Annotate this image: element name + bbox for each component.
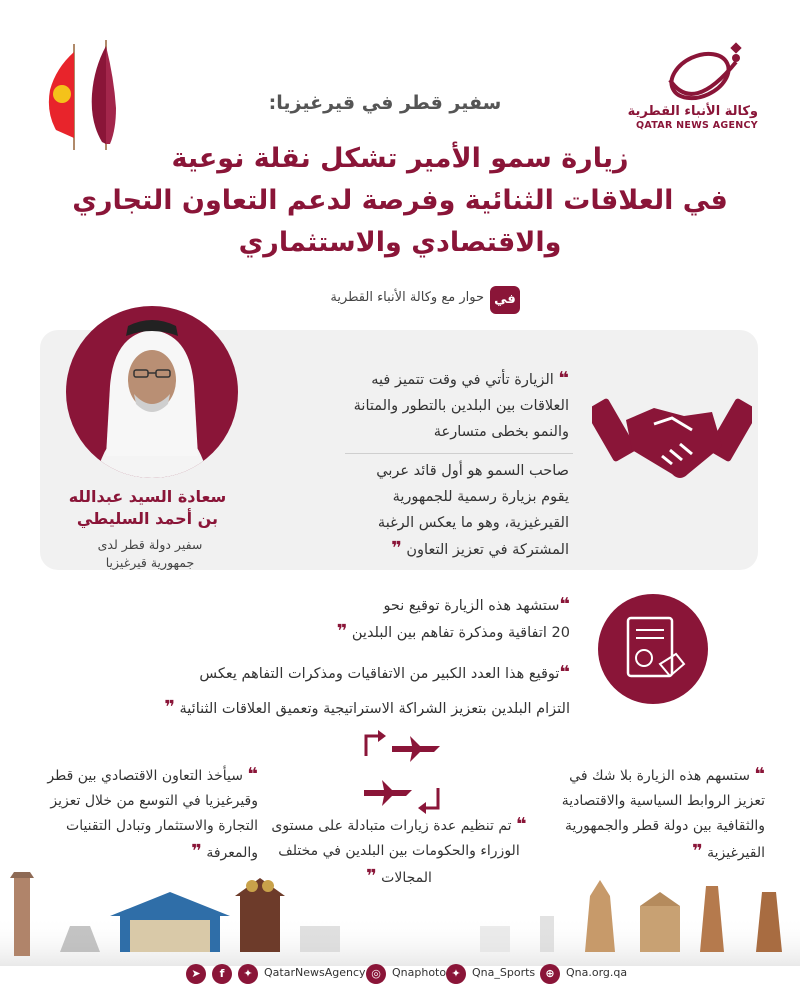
quote-text: الزيارة تأتي في وقت تتميز فيه العلاقات بين البلدين بالتطور والمتانة والنمو بخطى متسارعة: [353, 372, 569, 440]
quote-agreements: [270, 592, 570, 646]
twitter-sports-icon[interactable]: ✦: [446, 964, 466, 984]
globe-icon[interactable]: ⊕: [540, 964, 560, 984]
flags-icon: [36, 38, 132, 150]
social-footer: [0, 958, 800, 992]
person-icon: [66, 306, 238, 478]
quote-open-icon: ❝: [754, 764, 765, 785]
quote-close-icon: ❞: [692, 841, 703, 862]
website-link[interactable]: Qna.org.qa: [566, 966, 628, 979]
quote-first-arab-leader: [345, 458, 569, 563]
ambassador-name-line: بن أحمد السليطي: [76, 509, 219, 528]
twitter-icon[interactable]: ✦: [238, 964, 258, 984]
instagram-icon[interactable]: ◎: [366, 964, 386, 984]
quote-close-icon: ❞: [391, 538, 402, 559]
quote-open-icon: ❝: [247, 764, 258, 785]
agency-name-arabic: وكالة الأنباء القطرية: [627, 104, 758, 119]
main-title-line: في العلاقات الثنائية وفرصة لدعم التعاون التجاري: [72, 185, 728, 216]
ambassador-name: [45, 486, 250, 530]
main-title: [40, 138, 760, 264]
instagram-link[interactable]: Qnaphoto: [392, 966, 447, 979]
interview-badge: في: [490, 286, 520, 314]
quote-text: توقيع هذا العدد الكبير من الاتفاقيات ومذكرات التفاهم يعكس: [199, 666, 560, 682]
quote-text: صاحب السمو هو أول قائد عربي يقوم بزيارة رسمية للجمهورية القيرغيزية، وهو ما يعكس الرغبة المشتركة في تعزيز التعاون: [376, 463, 569, 558]
main-title-line: والاقتصادي والاستثماري: [238, 227, 562, 258]
twitter-sports-link[interactable]: Qna_Sports: [472, 966, 536, 979]
quote-open-icon: ❝: [516, 814, 527, 835]
interview-text: حوار مع وكالة الأنباء القطرية: [330, 290, 484, 305]
document-signing-icon: [598, 594, 708, 704]
ambassador-title: [60, 536, 240, 572]
quote-strengthen-ties: [545, 762, 765, 866]
exchange-flights-icon: [362, 728, 442, 816]
divider: [345, 453, 573, 454]
interview-label: [280, 286, 520, 314]
quote-partnership: [110, 660, 570, 722]
ambassador-name-line: سعادة السيد عبدالله: [68, 487, 227, 506]
ambassador-portrait: [66, 306, 238, 478]
telegram-icon[interactable]: ➤: [186, 964, 206, 984]
subtitle: سفير قطر في قيرغيزيا:: [268, 92, 502, 114]
quote-open-icon: ❝: [558, 368, 569, 389]
quote-text: ستشهد هذه الزيارة توقيع نحو: [383, 598, 560, 614]
quote-close-icon: ❞: [191, 841, 202, 862]
handshake-icon: [592, 372, 752, 502]
quote-text: التزام البلدين بتعزيز الشراكة الاستراتيجية وتعميق العلاقات الثنائية: [179, 701, 570, 717]
quote-text: ستسهم هذه الزيارة بلا شك في تعزيز الروابط السياسية والاقتصادية والثقافية بين دولة قطر والجمهورية القيرغيزية: [561, 768, 765, 861]
quote-close-icon: ❞: [366, 866, 377, 887]
facebook-icon[interactable]: f: [212, 964, 232, 984]
social-handle-link[interactable]: QatarNewsAgency: [264, 966, 366, 979]
quote-text: 20 اتفاقية ومذكرة تفاهم بين البلدين: [351, 625, 570, 641]
quote-economic-cooperation: [40, 762, 258, 866]
quote-open-icon: ❝: [559, 662, 570, 683]
quote-open-icon: ❝: [559, 594, 570, 615]
main-title-line: زيارة سمو الأمير تشكل نقلة نوعية: [171, 143, 629, 174]
quote-close-icon: ❞: [164, 697, 175, 718]
quote-text: سيأخذ التعاون الاقتصادي بين قطر وقيرغيزيا في التوسع من خلال تعزيز التجارة والاستثمار وتبادل التقنيات والمعرفة: [47, 768, 258, 861]
ambassador-title-line: جمهورية قيرغيزيا: [105, 555, 195, 570]
quote-visit-timing: [345, 366, 569, 445]
agency-name-english: QATAR NEWS AGENCY: [635, 120, 758, 131]
quote-text: تم تنظيم عدة زيارات متبادلة على مستوى الوزراء والحكومات بين البلدين في مختلف المجالات: [271, 818, 520, 886]
quote-close-icon: ❞: [336, 621, 348, 642]
skyline-illustration: [0, 856, 800, 966]
ambassador-title-line: سفير دولة قطر لدى: [97, 537, 203, 552]
